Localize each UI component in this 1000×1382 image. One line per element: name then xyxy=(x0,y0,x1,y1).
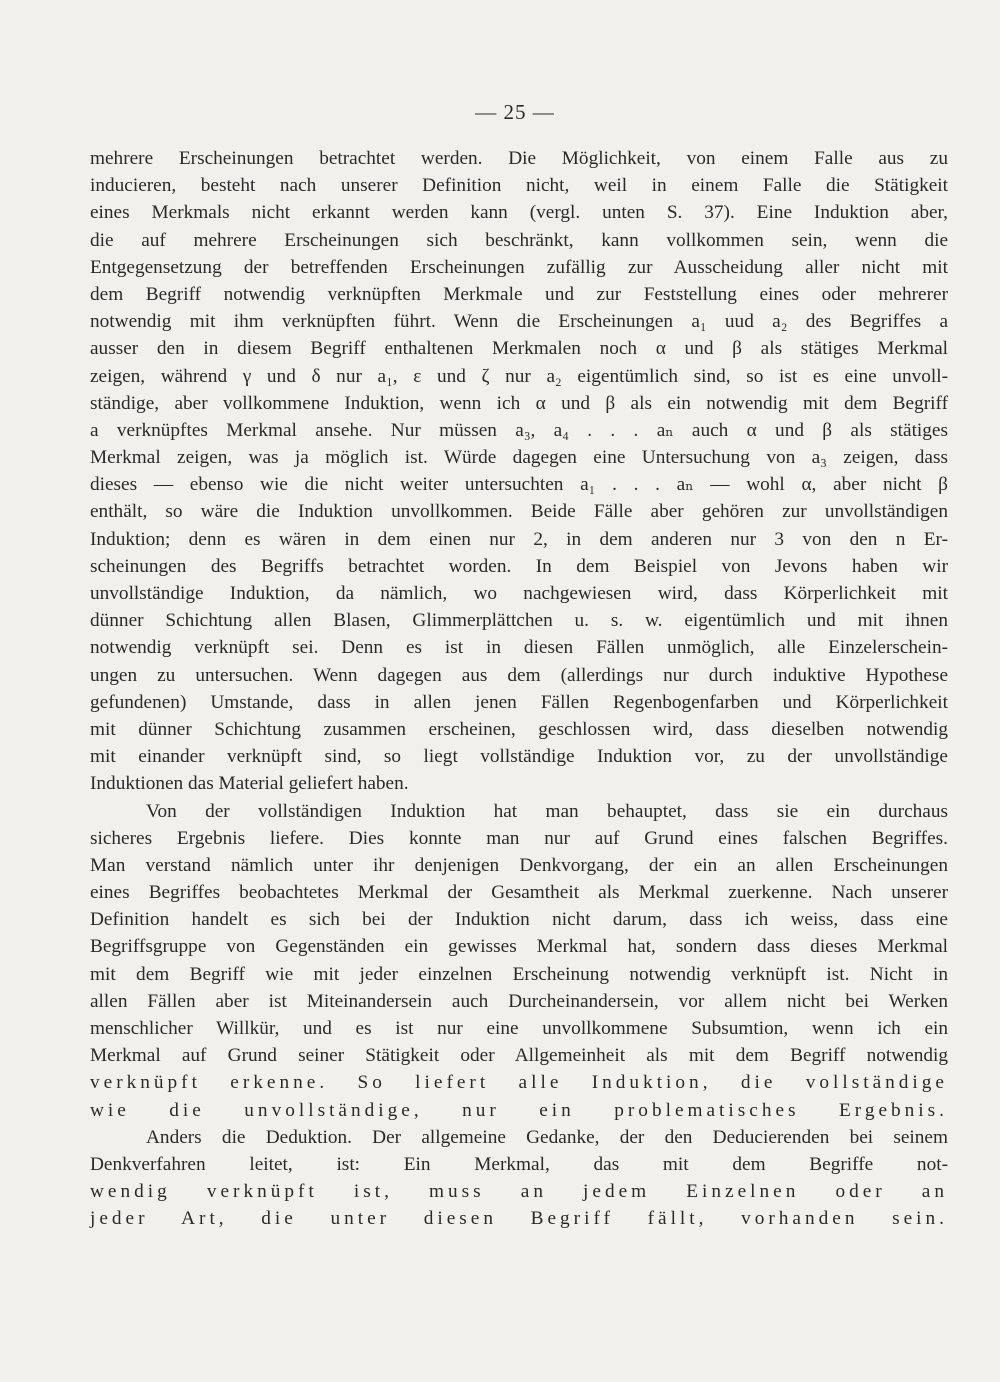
text-line: allen Fällen aber ist Miteinandersein auch Durcheinandersein, vor allem nicht bei Werken xyxy=(90,990,948,1012)
text-line: notwendig mit ihm verknüpften führt. Wenn die Erscheinungen a₁ uud a₂ des Begriffes a xyxy=(90,311,948,333)
text-line: Von der vollständigen Induktion hat man behauptet, dass sie ein durchaus xyxy=(146,800,948,822)
text-line: eines Begriffes beobachtetes Merkmal der Gesamtheit als Merkmal zuerkenne. Nach unserer xyxy=(90,882,948,904)
text-line: menschlicher Willkür, und es ist nur eine unvollkommene Subsumtion, wenn ich ein xyxy=(90,1018,948,1039)
text-line: mit dem Begriff wie mit jeder einzelnen Erscheinung notwendig verknüpft ist. Nicht in xyxy=(90,963,948,985)
text-line: scheinungen des Begriffs betrachtet worden. In dem Beispiel von Jevons haben wir xyxy=(90,555,948,577)
text-line: dünner Schichtung allen Blasen, Glimmerplättchen u. s. w. eigentümlich und mit ihnen xyxy=(90,610,948,632)
text-line: mit dünner Schichtung zusammen erscheinen, geschlossen wird, dass dieselben notwendig xyxy=(90,718,948,740)
text-line: ständige, aber vollkommene Induktion, wenn ich α und β als ein notwendig mit dem Begriff xyxy=(90,392,948,414)
text-line: Entgegensetzung der betreffenden Erscheinungen zufällig zur Ausscheidung aller nicht mit xyxy=(90,256,948,278)
body-text xyxy=(90,145,948,1233)
text-line: zeigen, während γ und δ nur a₁, ε und ζ nur a₂ eigentümlich sind, so ist es eine unvoll- xyxy=(90,365,948,387)
text-line: gefundenen) Umstande, dass in allen jenen Fällen Regenbogenfarben und Körperlichkeit xyxy=(90,691,948,713)
text-line: dem Begriff notwendig verknüpften Merkmale und zur Feststellung eines oder mehrerer xyxy=(90,283,948,305)
text-line: unvollständige Induktion, da nämlich, wo nachgewiesen wird, dass Körperlichkeit mit xyxy=(90,583,948,604)
text-line: wendig verknüpft ist, muss an jedem Einzelnen oder an xyxy=(90,1181,948,1203)
text-line: ungen zu untersuchen. Wenn dagegen aus dem (allerdings nur durch induktive Hypothese xyxy=(90,664,948,686)
text-line: Definition handelt es sich bei der Induktion nicht darum, dass ich weiss, dass eine xyxy=(90,909,948,931)
text-line: inducieren, besteht nach unserer Definition nicht, weil in einem Falle die Stätigkeit xyxy=(90,175,948,197)
text-line: Denkverfahren leitet, ist: Ein Merkmal, das mit dem Begriffe not- xyxy=(90,1153,948,1175)
text-line: Induktionen das Material geliefert haben. xyxy=(90,773,409,795)
text-line: Begriffsgruppe von Gegenständen ein gewisses Merkmal hat, sondern dass dieses Merkmal xyxy=(90,936,948,958)
text-line: Induktion; denn es wären in dem einen nur 2, in dem anderen nur 3 von den n Er- xyxy=(90,528,948,550)
text-line: jeder Art, die unter diesen Begriff fällt, vorhanden sein. xyxy=(90,1208,948,1230)
text-line: verknüpft erkenne. So liefert alle Induktion, die vollständige xyxy=(90,1072,948,1094)
text-line: mehrere Erscheinungen betrachtet werden. Die Möglichkeit, von einem Falle aus zu xyxy=(90,148,948,169)
text-line: Man verstand nämlich unter ihr denjenigen Denkvorgang, der ein an allen Erscheinungen xyxy=(90,854,948,876)
text-line: dieses — ebenso wie die nicht weiter untersuchten a₁ . . . aₙ — wohl α, aber nicht β xyxy=(90,474,948,496)
text-line: die auf mehrere Erscheinungen sich beschränkt, kann vollkommen sein, wenn die xyxy=(90,229,948,251)
text-line: a verknüpftes Merkmal ansehe. Nur müssen a₃, a₄ . . . aₙ auch α und β als stätiges xyxy=(90,419,948,441)
text-line: Anders die Deduktion. Der allgemeine Gedanke, der den Deducierenden bei seinem xyxy=(146,1126,948,1148)
text-line: eines Merkmals nicht erkannt werden kann (vergl. unten S. 37). Eine Induktion aber, xyxy=(90,202,948,224)
text-line: enthält, so wäre die Induktion unvollkommen. Beide Fälle aber gehören zur unvollständigen xyxy=(90,501,948,523)
text-line: sicheres Ergebnis liefere. Dies konnte man nur auf Grund eines falschen Begriffes. xyxy=(90,827,948,849)
text-line: wie die unvollständige, nur ein problematisches Ergebnis. xyxy=(90,1099,948,1121)
page-number: — 25 — xyxy=(475,100,555,124)
text-line: notwendig verknüpft sei. Denn es ist in diesen Fällen unmöglich, alle Einzelerschein- xyxy=(90,637,948,659)
text-line: Merkmal auf Grund seiner Stätigkeit oder Allgemeinheit als mit dem Begriff notwendig xyxy=(90,1045,948,1067)
text-line: ausser den in diesem Begriff enthaltenen Merkmalen noch α und β als stätiges Merkmal xyxy=(90,338,948,360)
text-line: mit einander verknüpft sind, so liegt vollständige Induktion vor, zu der unvollständige xyxy=(90,746,948,768)
text-line: Merkmal zeigen, was ja möglich ist. Würde dagegen eine Untersuchung von a₃ zeigen, dass xyxy=(90,447,948,469)
